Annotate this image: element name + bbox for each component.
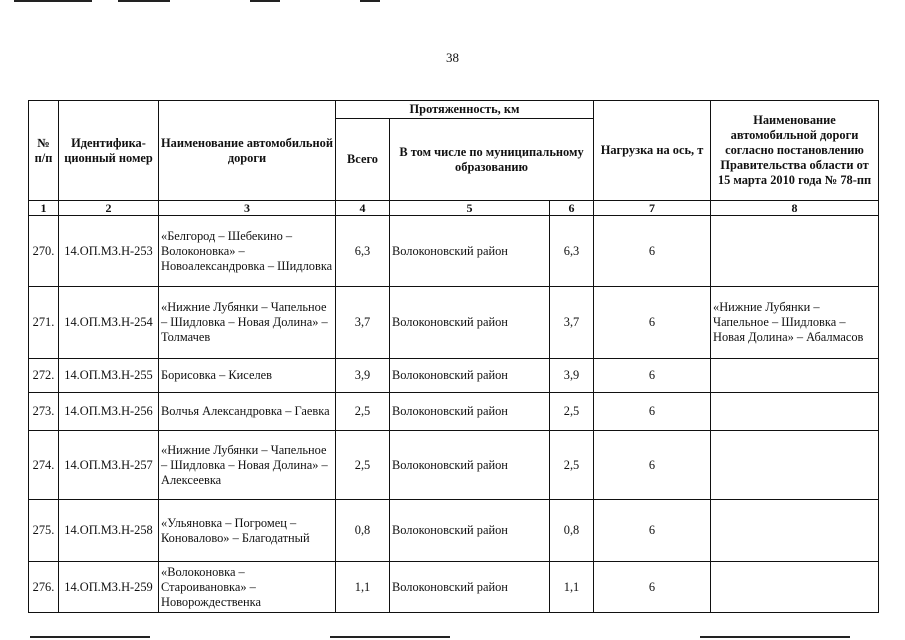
district-name: Волоконовский район — [390, 500, 550, 562]
axle-load: 6 — [594, 287, 711, 359]
table-row — [29, 500, 879, 562]
road-id: 14.ОП.МЗ.Н-254 — [59, 287, 159, 359]
table-row — [29, 393, 879, 431]
scan-edge-bottom — [700, 636, 850, 638]
road-name: Борисовка – Киселев — [159, 359, 336, 393]
row-number: 271. — [29, 287, 59, 359]
column-number-row — [29, 201, 879, 216]
column-number: 4 — [336, 201, 390, 216]
road-id: 14.ОП.МЗ.Н-259 — [59, 562, 159, 613]
header-id: Идентифика-ционный номер — [59, 101, 159, 201]
old-road-name — [711, 393, 879, 431]
table-row — [29, 359, 879, 393]
axle-load: 6 — [594, 500, 711, 562]
length-total: 3,9 — [336, 359, 390, 393]
row-number: 272. — [29, 359, 59, 393]
axle-load: 6 — [594, 393, 711, 431]
district-name: Волоконовский район — [390, 393, 550, 431]
old-road-name — [711, 359, 879, 393]
table-row — [29, 562, 879, 613]
road-id: 14.ОП.МЗ.Н-256 — [59, 393, 159, 431]
row-number: 270. — [29, 216, 59, 287]
length-total: 3,7 — [336, 287, 390, 359]
old-road-name: «Нижние Лубянки – Чапельное – Шидловка – Новая Долина» – Абалмасов — [711, 287, 879, 359]
header-old-name: Наименование автомобильной дороги согласно постановлению Правительства области от 15 марта 2010 года № 78-пп — [711, 101, 879, 201]
road-id: 14.ОП.МЗ.Н-257 — [59, 431, 159, 500]
scan-edge-top — [360, 0, 380, 2]
header-name: Наименование автомобильной дороги — [159, 101, 336, 201]
district-length: 2,5 — [550, 431, 594, 500]
header-municipal: В том числе по муниципальному образованию — [390, 119, 594, 201]
column-number: 3 — [159, 201, 336, 216]
road-name: Волчья Александровка – Гаевка — [159, 393, 336, 431]
axle-load: 6 — [594, 431, 711, 500]
road-name: «Ульяновка – Погромец – Коновалово» – Благодатный — [159, 500, 336, 562]
table-row — [29, 287, 879, 359]
district-length: 1,1 — [550, 562, 594, 613]
column-number: 5 — [390, 201, 550, 216]
scan-edge-bottom — [330, 636, 450, 638]
district-length: 0,8 — [550, 500, 594, 562]
row-number: 273. — [29, 393, 59, 431]
column-number: 6 — [550, 201, 594, 216]
page-number: 38 — [446, 50, 459, 65]
length-total: 2,5 — [336, 431, 390, 500]
table-row — [29, 431, 879, 500]
district-name: Волоконовский район — [390, 287, 550, 359]
length-total: 6,3 — [336, 216, 390, 287]
length-total: 2,5 — [336, 393, 390, 431]
district-length: 3,9 — [550, 359, 594, 393]
column-number: 2 — [59, 201, 159, 216]
district-name: Волоконовский район — [390, 431, 550, 500]
length-total: 0,8 — [336, 500, 390, 562]
scan-edge-top — [118, 0, 170, 2]
column-number: 1 — [29, 201, 59, 216]
district-name: Волоконовский район — [390, 359, 550, 393]
district-name: Волоконовский район — [390, 562, 550, 613]
column-number: 8 — [711, 201, 879, 216]
old-road-name — [711, 431, 879, 500]
row-number: 276. — [29, 562, 59, 613]
road-name: «Волоконовка – Староивановка» – Новорождественка — [159, 562, 336, 613]
scan-edge-top — [14, 0, 92, 2]
old-road-name — [711, 562, 879, 613]
row-number: 274. — [29, 431, 59, 500]
header-num: № п/п — [29, 101, 59, 201]
axle-load: 6 — [594, 216, 711, 287]
header-total: Всего — [336, 119, 390, 201]
scan-edge-bottom — [30, 636, 150, 638]
header-load: Нагрузка на ось, т — [594, 101, 711, 201]
road-id: 14.ОП.МЗ.Н-255 — [59, 359, 159, 393]
district-length: 6,3 — [550, 216, 594, 287]
header-length: Протяженность, км — [336, 101, 594, 119]
road-id: 14.ОП.МЗ.Н-253 — [59, 216, 159, 287]
roads-table — [28, 100, 879, 613]
road-name: «Белгород – Шебекино – Волоконовка» – Новоалександровка – Шидловка — [159, 216, 336, 287]
old-road-name — [711, 500, 879, 562]
table-row — [29, 216, 879, 287]
road-name: «Нижние Лубянки – Чапельное – Шидловка – Новая Долина» – Алексеевка — [159, 431, 336, 500]
row-number: 275. — [29, 500, 59, 562]
district-length: 2,5 — [550, 393, 594, 431]
road-id: 14.ОП.МЗ.Н-258 — [59, 500, 159, 562]
axle-load: 6 — [594, 359, 711, 393]
old-road-name — [711, 216, 879, 287]
district-name: Волоконовский район — [390, 216, 550, 287]
district-length: 3,7 — [550, 287, 594, 359]
scan-edge-top — [250, 0, 280, 2]
road-name: «Нижние Лубянки – Чапельное – Шидловка – Новая Долина» – Толмачев — [159, 287, 336, 359]
column-number: 7 — [594, 201, 711, 216]
axle-load: 6 — [594, 562, 711, 613]
length-total: 1,1 — [336, 562, 390, 613]
